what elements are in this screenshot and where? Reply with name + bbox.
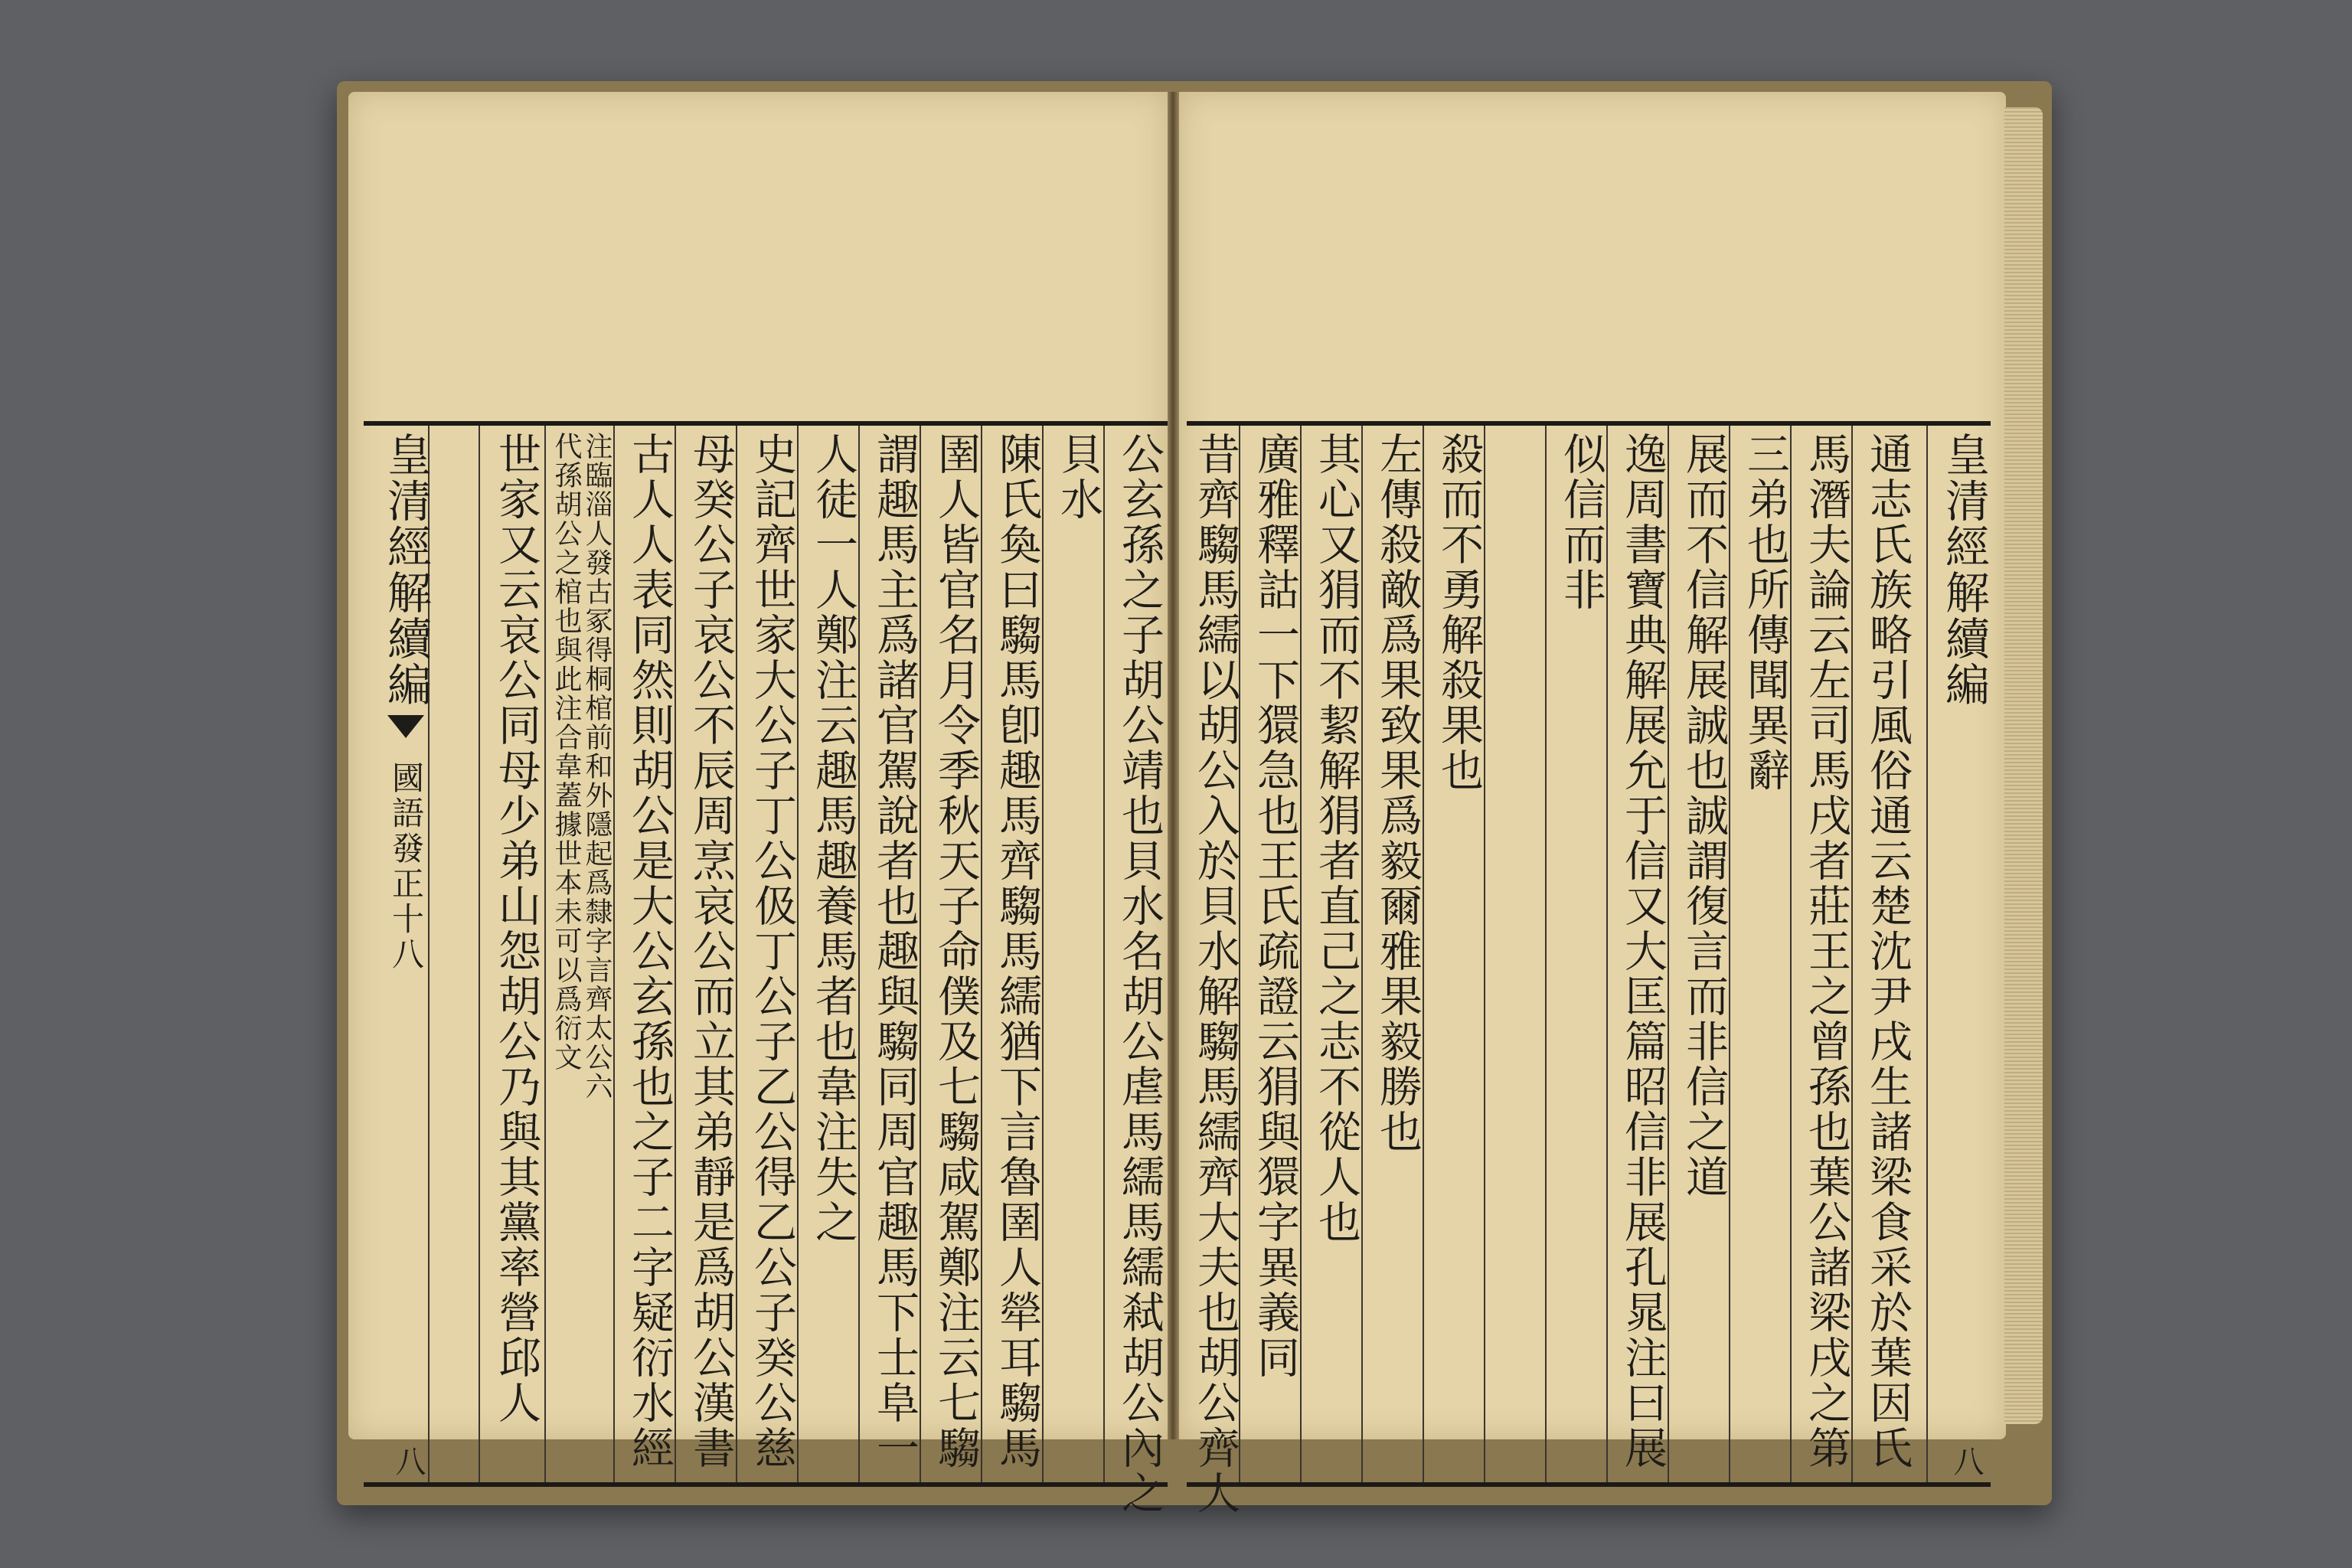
- left-banxin: [379, 432, 433, 1476]
- text-column: 古人人表同然則胡公是大公玄孫也之子二字疑衍水經: [625, 432, 675, 1471]
- text-column: 公玄孫之子胡公靖也貝水名胡公虐馬繻馬繻弒胡公內之: [1115, 432, 1165, 1516]
- text-column: 圉人皆官名月令季秋天子命僕及七騶咸駕鄭注云七騶: [931, 432, 981, 1471]
- right-page: [1179, 92, 2006, 1516]
- book-title: 皇清經解續編: [1938, 432, 1990, 707]
- text-column: 其心又狷而不絜解狷者直己之志不從人也: [1312, 432, 1361, 1245]
- column-rule: [1545, 426, 1547, 1482]
- text-column: 左傳殺敵爲果致果爲毅爾雅果毅勝也: [1373, 432, 1423, 1155]
- fish-tail-mark: [387, 715, 424, 738]
- column-rule: [1926, 426, 1928, 1482]
- column-rule: [544, 426, 546, 1482]
- right-banxin: [1937, 432, 1991, 1476]
- text-column: 展而不信解展誠也誠謂復言而非信之道: [1679, 432, 1729, 1200]
- text-column: 貝水: [1054, 432, 1103, 522]
- text-column: 三弟也所傳聞異辭: [1740, 432, 1790, 793]
- text-column: 通志氏族略引風俗通云楚沈尹戌生諸梁食采於葉因氏: [1863, 432, 1913, 1471]
- book-title: 皇清經解續編: [380, 432, 432, 707]
- section-title: 國語發正十八: [387, 761, 425, 972]
- text-column: 人徒一人鄭注云趣馬趣養馬者也韋注失之: [808, 432, 858, 1245]
- column-rule: [479, 426, 480, 1482]
- left-page: [348, 92, 1168, 1516]
- text-column: 史記齊世家大公子丁公伋丁公子乙公得乙公子癸公慈: [747, 432, 797, 1471]
- left-text-frame: [364, 421, 1168, 1516]
- right-text-frame: [1187, 421, 1991, 1516]
- book-fore-edge: [2004, 107, 2043, 1424]
- text-column: 逸周書寶典解展允于信又大匡篇昭信非展孔晁注曰展: [1618, 432, 1668, 1471]
- book-gutter: [1165, 92, 1181, 1439]
- small-note-column: 代孫胡公之棺也與此注合韋蓋據世本未可以爲衍文: [550, 432, 582, 1072]
- text-column: 昔齊騶馬繻以胡公入於貝水解騶馬繻齊大夫也胡公齊大: [1191, 432, 1240, 1516]
- text-column: 母癸公子哀公不辰周烹哀公而立其弟靜是爲胡公漢書: [686, 432, 736, 1471]
- text-column: 殺而不勇解殺果也: [1434, 432, 1484, 793]
- text-column: 謂趣馬主爲諸官駕說者也趣與騶同周官趣馬下士阜一: [870, 432, 920, 1471]
- text-column: 似信而非: [1557, 432, 1606, 612]
- page-number: 八: [390, 1446, 426, 1476]
- small-note-column: 注臨淄人發古冢得桐棺前和外隱起爲隸字言齊太公六: [581, 432, 612, 1101]
- text-column: 世家又云哀公同母少弟山怨胡公乃與其黨率營邱人: [492, 432, 541, 1426]
- text-column: 廣雅釋詁一下獧急也王氏疏證云狷與獧字異義同: [1250, 432, 1300, 1380]
- column-rule: [613, 426, 615, 1482]
- page-number: 八: [1949, 1446, 1984, 1476]
- text-column: 陳氏奐曰騶馬卽趣馬齊騶馬繻猶下言魯圉人犖耳騶馬: [992, 432, 1042, 1471]
- text-column: 馬潛夫論云左司馬戌者莊王之曾孫也葉公諸梁戌之第: [1802, 432, 1851, 1471]
